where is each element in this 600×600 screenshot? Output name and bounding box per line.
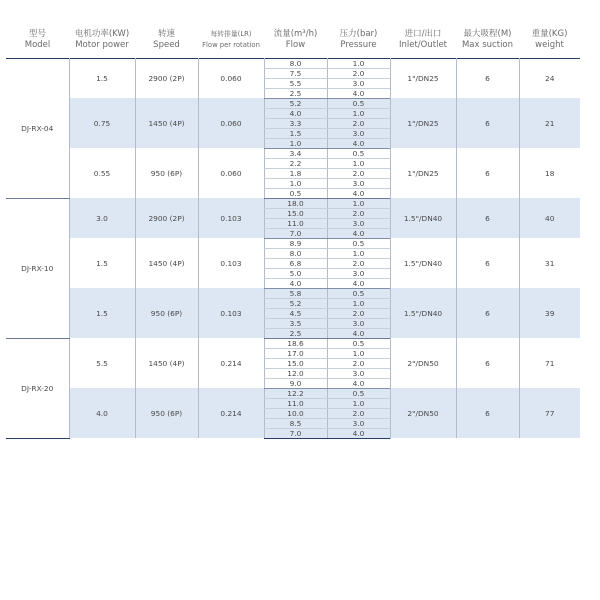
header-pressure — [327, 22, 390, 58]
inlet-outlet-cell: 1"/DN25 — [390, 98, 456, 148]
flow-cell: 3.5 — [264, 318, 327, 328]
flow-cell: 2.5 — [264, 328, 327, 338]
pressure-cell: 0.5 — [327, 148, 390, 158]
motor-power-cell: 3.0 — [69, 198, 135, 238]
flow-cell: 5.5 — [264, 78, 327, 88]
flow-per-rotation-cell: 0.060 — [198, 148, 264, 198]
flow-cell: 4.5 — [264, 308, 327, 318]
flow-per-rotation-cell: 0.060 — [198, 98, 264, 148]
flow-cell: 11.0 — [264, 218, 327, 228]
flow-cell: 10.0 — [264, 408, 327, 418]
pressure-cell: 3.0 — [327, 268, 390, 278]
flow-cell: 4.0 — [264, 278, 327, 288]
flow-cell: 8.5 — [264, 418, 327, 428]
flow-cell: 7.5 — [264, 68, 327, 78]
pressure-cell: 3.0 — [327, 78, 390, 88]
weight-cell: 18 — [519, 148, 580, 198]
header-inlet-outlet-en: Inlet/Outlet — [398, 39, 448, 50]
max-suction-cell: 6 — [456, 198, 519, 238]
weight-cell: 77 — [519, 388, 580, 438]
flow-cell: 8.0 — [264, 248, 327, 258]
inlet-outlet-cell: 1.5"/DN40 — [390, 288, 456, 338]
pressure-cell: 4.0 — [327, 88, 390, 98]
pressure-cell: 1.0 — [327, 398, 390, 408]
model-cell: DJ-RX-04 — [6, 58, 69, 198]
header-inlet-outlet-zh: 进口/出口 — [404, 28, 442, 39]
pressure-cell: 2.0 — [327, 308, 390, 318]
pressure-cell: 3.0 — [327, 418, 390, 428]
max-suction-cell: 6 — [456, 388, 519, 438]
model-cell: DJ-RX-10 — [6, 198, 69, 338]
pressure-cell: 2.0 — [327, 68, 390, 78]
pressure-cell: 2.0 — [327, 118, 390, 128]
flow-cell: 4.0 — [264, 108, 327, 118]
table-body — [6, 58, 580, 438]
pressure-cell: 3.0 — [327, 218, 390, 228]
flow-cell: 5.2 — [264, 298, 327, 308]
pressure-cell: 3.0 — [327, 368, 390, 378]
speed-cell: 950 (6P) — [135, 388, 198, 438]
table-row — [6, 238, 580, 248]
flow-per-rotation-cell: 0.103 — [198, 288, 264, 338]
pressure-cell: 1.0 — [327, 198, 390, 208]
weight-cell: 24 — [519, 58, 580, 98]
pressure-cell: 1.0 — [327, 158, 390, 168]
max-suction-cell: 6 — [456, 58, 519, 98]
flow-cell: 1.0 — [264, 138, 327, 148]
table-row — [6, 338, 580, 348]
header-speed — [135, 22, 198, 58]
header-model-en: Model — [24, 39, 51, 50]
flow-cell: 5.2 — [264, 98, 327, 108]
speed-cell: 1450 (4P) — [135, 338, 198, 388]
flow-per-rotation-cell: 0.060 — [198, 58, 264, 98]
header-flow-en: Flow — [285, 39, 306, 50]
inlet-outlet-cell: 2"/DN50 — [390, 338, 456, 388]
header-motor-power-en: Motor power — [75, 39, 129, 50]
flow-cell: 3.3 — [264, 118, 327, 128]
pressure-cell: 1.0 — [327, 348, 390, 358]
weight-cell: 21 — [519, 98, 580, 148]
flow-cell: 6.8 — [264, 258, 327, 268]
max-suction-cell: 6 — [456, 238, 519, 288]
flow-cell: 3.4 — [264, 148, 327, 158]
motor-power-cell: 1.5 — [69, 238, 135, 288]
table-row — [6, 288, 580, 298]
pressure-cell: 4.0 — [327, 188, 390, 198]
flow-cell: 5.0 — [264, 268, 327, 278]
pressure-cell: 4.0 — [327, 228, 390, 238]
pressure-cell: 2.0 — [327, 408, 390, 418]
flow-cell: 8.9 — [264, 238, 327, 248]
max-suction-cell: 6 — [456, 288, 519, 338]
header-flow-zh: 流量(m³/h) — [273, 28, 318, 39]
pressure-cell: 3.0 — [327, 128, 390, 138]
flow-per-rotation-cell: 0.214 — [198, 388, 264, 438]
motor-power-cell: 1.5 — [69, 58, 135, 98]
pressure-cell: 0.5 — [327, 238, 390, 248]
header-pressure-en: Pressure — [340, 39, 377, 50]
header-pressure-zh: 压力(bar) — [339, 28, 378, 39]
header-flow — [264, 22, 327, 58]
pressure-cell: 0.5 — [327, 288, 390, 298]
max-suction-cell: 6 — [456, 148, 519, 198]
weight-cell: 39 — [519, 288, 580, 338]
table-row — [6, 58, 580, 68]
pressure-cell: 2.0 — [327, 208, 390, 218]
header-weight-zh: 重量(KG) — [531, 28, 568, 39]
flow-cell: 2.5 — [264, 88, 327, 98]
pressure-cell: 4.0 — [327, 428, 390, 438]
pressure-cell: 4.0 — [327, 138, 390, 148]
speed-cell: 1450 (4P) — [135, 238, 198, 288]
pressure-cell: 3.0 — [327, 318, 390, 328]
speed-cell: 2900 (2P) — [135, 198, 198, 238]
header-weight-en: weight — [535, 39, 564, 50]
inlet-outlet-cell: 1.5"/DN40 — [390, 238, 456, 288]
pressure-cell: 2.0 — [327, 258, 390, 268]
header-model-zh: 型号 — [28, 28, 46, 39]
weight-cell: 40 — [519, 198, 580, 238]
pressure-cell: 1.0 — [327, 298, 390, 308]
pressure-cell: 0.5 — [327, 388, 390, 398]
flow-cell: 8.0 — [264, 58, 327, 68]
pressure-cell: 1.0 — [327, 108, 390, 118]
inlet-outlet-cell: 2"/DN50 — [390, 388, 456, 438]
inlet-outlet-cell: 1"/DN25 — [390, 58, 456, 98]
max-suction-cell: 6 — [456, 338, 519, 388]
flow-cell: 1.8 — [264, 168, 327, 178]
header-model — [6, 22, 69, 58]
header-flow-per-rotation — [198, 22, 264, 58]
motor-power-cell: 0.75 — [69, 98, 135, 148]
table-row — [6, 148, 580, 158]
table-row — [6, 388, 580, 398]
header-max-suction-en: Max suction — [461, 39, 514, 50]
flow-per-rotation-cell: 0.214 — [198, 338, 264, 388]
table-row — [6, 198, 580, 208]
flow-cell: 15.0 — [264, 358, 327, 368]
header-inlet-outlet — [390, 22, 456, 58]
flow-per-rotation-cell: 0.103 — [198, 238, 264, 288]
pressure-cell: 0.5 — [327, 338, 390, 348]
flow-cell: 11.0 — [264, 398, 327, 408]
flow-cell: 9.0 — [264, 378, 327, 388]
flow-cell: 1.5 — [264, 128, 327, 138]
pressure-cell: 2.0 — [327, 168, 390, 178]
flow-cell: 2.2 — [264, 158, 327, 168]
pressure-cell: 4.0 — [327, 378, 390, 388]
motor-power-cell: 5.5 — [69, 338, 135, 388]
pressure-cell: 3.0 — [327, 178, 390, 188]
pressure-cell: 0.5 — [327, 98, 390, 108]
weight-cell: 71 — [519, 338, 580, 388]
flow-cell: 18.0 — [264, 198, 327, 208]
flow-cell: 17.0 — [264, 348, 327, 358]
pressure-cell: 1.0 — [327, 58, 390, 68]
table-header — [6, 22, 580, 58]
header-speed-zh: 转速 — [157, 28, 175, 39]
motor-power-cell: 0.55 — [69, 148, 135, 198]
speed-cell: 1450 (4P) — [135, 98, 198, 148]
header-weight — [519, 22, 580, 58]
pressure-cell: 1.0 — [327, 248, 390, 258]
model-cell: DJ-RX-20 — [6, 338, 69, 438]
inlet-outlet-cell: 1.5"/DN40 — [390, 198, 456, 238]
header-row — [6, 22, 580, 58]
header-motor-power — [69, 22, 135, 58]
weight-cell: 31 — [519, 238, 580, 288]
header-max-suction — [456, 22, 519, 58]
flow-cell: 7.0 — [264, 428, 327, 438]
flow-cell: 0.5 — [264, 188, 327, 198]
flow-cell: 7.0 — [264, 228, 327, 238]
flow-cell: 12.2 — [264, 388, 327, 398]
header-max-suction-zh: 最大吸程(M) — [463, 28, 512, 39]
speed-cell: 950 (6P) — [135, 148, 198, 198]
motor-power-cell: 4.0 — [69, 388, 135, 438]
pressure-cell: 4.0 — [327, 278, 390, 288]
flow-cell: 18.6 — [264, 338, 327, 348]
motor-power-cell: 1.5 — [69, 288, 135, 338]
speed-cell: 2900 (2P) — [135, 58, 198, 98]
flow-cell: 15.0 — [264, 208, 327, 218]
pressure-cell: 2.0 — [327, 358, 390, 368]
speed-cell: 950 (6P) — [135, 288, 198, 338]
table-row — [6, 98, 580, 108]
max-suction-cell: 6 — [456, 98, 519, 148]
flow-cell: 12.0 — [264, 368, 327, 378]
header-motor-power-zh: 电机功率(KW) — [74, 28, 130, 39]
header-flow-per-rotation-en: Flow per rotation — [202, 40, 260, 49]
flow-cell: 5.8 — [264, 288, 327, 298]
inlet-outlet-cell: 1"/DN25 — [390, 148, 456, 198]
pressure-cell: 4.0 — [327, 328, 390, 338]
flow-cell: 1.0 — [264, 178, 327, 188]
header-speed-en: Speed — [153, 39, 180, 50]
flow-per-rotation-cell: 0.103 — [198, 198, 264, 238]
header-flow-per-rotation-zh: 每转排量(LR) — [210, 29, 252, 38]
pump-spec-table — [6, 22, 580, 439]
